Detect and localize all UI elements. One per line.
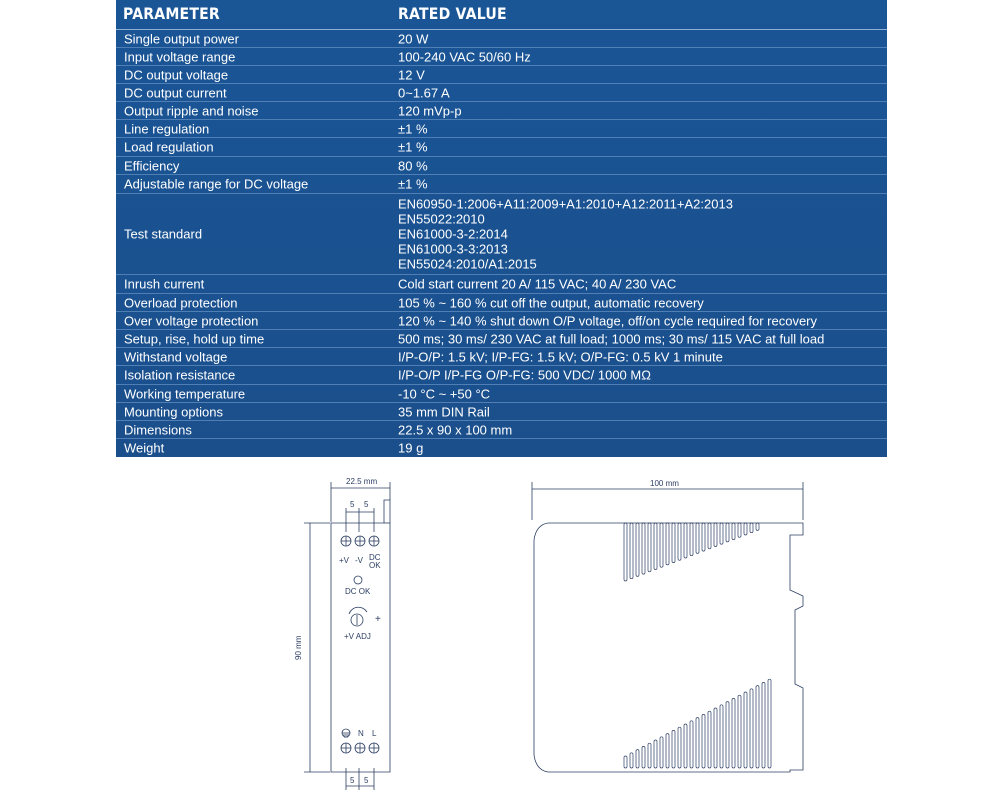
vent-slot bbox=[738, 523, 741, 537]
vent-slot bbox=[684, 724, 687, 768]
spec-value-line: EN61000-3-3:2013 bbox=[398, 241, 508, 257]
vent-slot bbox=[750, 689, 753, 768]
vent-slot bbox=[666, 734, 669, 768]
vent-slot bbox=[642, 523, 645, 574]
spec-value bbox=[398, 295, 704, 310]
pitch-bottom-right: 5 bbox=[364, 776, 369, 785]
spec-rows bbox=[116, 30, 887, 456]
vent-slot bbox=[732, 698, 735, 768]
spec-row bbox=[116, 120, 887, 138]
vent-slot bbox=[690, 721, 693, 768]
spec-parameter: Single output power bbox=[124, 31, 239, 46]
spec-value bbox=[398, 368, 651, 383]
adjust-potentiometer-icon bbox=[349, 607, 367, 626]
vent-slot bbox=[636, 523, 639, 576]
dc-label: DC bbox=[369, 553, 381, 562]
spec-value bbox=[398, 85, 450, 100]
spec-value-line: ±1 % bbox=[398, 139, 428, 155]
spec-row bbox=[116, 157, 887, 175]
spec-value bbox=[398, 140, 428, 155]
parameter-header: PARAMETER bbox=[123, 4, 220, 23]
technical-drawing-svg bbox=[0, 460, 1000, 800]
spec-row bbox=[116, 66, 887, 84]
spec-parameter: Dimensions bbox=[124, 422, 192, 437]
spec-value-line: ±1 % bbox=[398, 121, 428, 136]
vent-slot bbox=[630, 523, 633, 579]
spec-value-line: 20 W bbox=[398, 31, 429, 46]
spec-parameter: DC output voltage bbox=[124, 67, 229, 82]
spec-parameter: Efficiency bbox=[124, 158, 180, 173]
vent-slot bbox=[672, 730, 675, 768]
vent-slot bbox=[660, 737, 663, 768]
vent-slot bbox=[648, 523, 651, 572]
spec-parameter: DC output current bbox=[124, 85, 227, 100]
dimension-drawing bbox=[0, 460, 1000, 800]
spec-value bbox=[398, 386, 490, 401]
spec-row bbox=[116, 48, 887, 66]
spec-row bbox=[116, 348, 887, 366]
neutral-label: N bbox=[358, 729, 364, 738]
spec-value-line: 80 % bbox=[398, 158, 428, 173]
spec-parameter: Weight bbox=[124, 440, 165, 455]
spec-row bbox=[116, 102, 887, 120]
spec-value-line: -10 °C ~ +50 °C bbox=[398, 386, 491, 401]
spec-value bbox=[398, 349, 723, 364]
spec-value bbox=[398, 121, 428, 136]
output-terminals bbox=[341, 536, 379, 546]
vent-slot bbox=[678, 727, 681, 768]
vent-slot bbox=[738, 695, 741, 768]
vent-slot bbox=[762, 682, 765, 768]
vent-slot bbox=[714, 523, 717, 547]
spec-value bbox=[398, 103, 462, 118]
spec-value-line: EN60950-1:2006+A11:2009+A1:2010+A12:2011+A2:2013 bbox=[398, 196, 733, 212]
dc-ok-led-icon bbox=[354, 576, 362, 584]
spec-parameter: Overload protection bbox=[124, 295, 238, 310]
width-dimension-label: 22.5 mm bbox=[346, 477, 378, 486]
spec-value bbox=[398, 177, 428, 192]
vent-slot bbox=[756, 523, 759, 530]
vent-slot bbox=[642, 746, 645, 768]
spec-value-line: 12 V bbox=[398, 67, 425, 82]
vent-slot bbox=[630, 753, 633, 768]
spec-row bbox=[116, 84, 887, 102]
spec-value-line: I/P-O/P I/P-FG O/P-FG: 500 VDC/ 1000 MΩ bbox=[398, 367, 651, 383]
line-label: L bbox=[372, 729, 377, 738]
spec-value-line: EN55022:2010 bbox=[398, 211, 485, 227]
spec-parameter: Over voltage protection bbox=[124, 313, 259, 328]
vent-slot bbox=[654, 523, 657, 570]
spec-parameter: Output ripple and noise bbox=[124, 103, 259, 118]
spec-row bbox=[116, 194, 887, 275]
spec-value-line: 105 % ~ 160 % cut off the output, automatic recovery bbox=[398, 295, 704, 310]
vent-slot bbox=[708, 711, 711, 768]
spec-value bbox=[398, 440, 423, 455]
spec-row bbox=[116, 312, 887, 330]
spec-value bbox=[398, 313, 817, 328]
spec-parameter: Test standard bbox=[124, 226, 203, 242]
vent-slot bbox=[708, 523, 711, 549]
spec-value bbox=[398, 197, 733, 272]
vent-slot bbox=[696, 718, 699, 768]
vent-slot bbox=[696, 523, 699, 553]
spec-parameter: Setup, rise, hold up time bbox=[124, 331, 265, 346]
spec-value bbox=[398, 49, 531, 64]
vent-slot bbox=[756, 686, 759, 768]
vent-slot bbox=[690, 523, 693, 556]
bottom-ventilation-slots bbox=[624, 679, 771, 768]
spec-value bbox=[398, 67, 425, 82]
vent-slot bbox=[720, 705, 723, 768]
spec-value bbox=[398, 404, 490, 419]
spec-parameter: Adjustable range for DC voltage bbox=[124, 176, 309, 192]
v-adj-label: +V ADJ bbox=[344, 632, 371, 641]
depth-dimension-label: 100 mm bbox=[650, 479, 679, 488]
adjust-plus-label: + bbox=[375, 614, 381, 625]
spec-parameter: Inrush current bbox=[124, 276, 205, 292]
spec-parameter: Working temperature bbox=[124, 386, 246, 401]
spec-value bbox=[398, 277, 676, 292]
vent-slot bbox=[732, 523, 735, 540]
top-ventilation-slots bbox=[624, 523, 759, 581]
spec-row bbox=[116, 175, 887, 194]
table-header bbox=[116, 0, 887, 30]
spec-value-line: 19 g bbox=[398, 440, 424, 455]
spec-row bbox=[116, 403, 887, 421]
spec-parameter: Isolation resistance bbox=[124, 367, 236, 383]
vent-slot bbox=[672, 523, 675, 563]
vent-slot bbox=[744, 523, 747, 535]
spec-value-line: EN55024:2010/A1:2015 bbox=[398, 256, 537, 272]
spec-parameter: Line regulation bbox=[124, 121, 210, 136]
spec-value-line: I/P-O/P: 1.5 kV; I/P-FG: 1.5 kV; O/P-FG: 0.5 kV 1 minute bbox=[398, 349, 723, 364]
minus-v-label: -V bbox=[355, 556, 363, 565]
spec-value-line: 100-240 VAC 50/60 Hz bbox=[398, 49, 531, 64]
spec-value-line: 500 ms; 30 ms/ 230 VAC at full load; 1000 ms; 30 ms/ 115 VAC at full load bbox=[398, 331, 825, 346]
spec-row bbox=[116, 138, 887, 157]
spec-row bbox=[116, 30, 887, 48]
vent-slot bbox=[750, 523, 753, 533]
pitch-top-left: 5 bbox=[350, 500, 355, 509]
vent-slot bbox=[744, 692, 747, 768]
height-dimension-label: 90 mm bbox=[294, 635, 303, 660]
spec-row bbox=[116, 385, 887, 403]
ok-label: OK bbox=[369, 561, 381, 570]
spec-row bbox=[116, 294, 887, 312]
spec-value-line: 0~1.67 A bbox=[398, 85, 450, 100]
vent-slot bbox=[648, 743, 651, 768]
vent-slot bbox=[660, 523, 663, 567]
spec-value-line: 120 % ~ 140 % shut down O/P voltage, off/on cycle required for recovery bbox=[398, 313, 818, 328]
spec-parameter: Withstand voltage bbox=[124, 349, 228, 364]
specifications-table bbox=[116, 0, 887, 457]
vent-slot bbox=[714, 708, 717, 768]
vent-slot bbox=[654, 740, 657, 768]
dc-ok-label: DC OK bbox=[345, 587, 371, 596]
spec-value-line: 22.5 x 90 x 100 mm bbox=[398, 422, 513, 437]
spec-parameter: Mounting options bbox=[124, 404, 224, 419]
spec-value bbox=[398, 31, 428, 46]
vent-slot bbox=[726, 523, 729, 542]
spec-value-line: Cold start current 20 A/ 115 VAC; 40 A/ 230 VAC bbox=[398, 276, 677, 292]
plus-v-label: +V bbox=[339, 556, 350, 565]
vent-slot bbox=[726, 702, 729, 768]
spec-value-line: EN61000-3-2:2014 bbox=[398, 226, 508, 242]
spec-value bbox=[398, 331, 824, 346]
pitch-top-right: 5 bbox=[364, 500, 369, 509]
spec-value-line: 120 mVp-p bbox=[398, 103, 462, 118]
vent-slot bbox=[702, 523, 705, 551]
vent-slot bbox=[666, 523, 669, 565]
rated-value-header: RATED VALUE bbox=[398, 4, 507, 23]
spec-parameter: Input voltage range bbox=[124, 49, 236, 64]
vent-slot bbox=[624, 523, 627, 581]
pitch-bottom-left: 5 bbox=[350, 776, 355, 785]
vent-slot bbox=[678, 523, 681, 560]
spec-value-line: ±1 % bbox=[398, 176, 428, 192]
vent-slot bbox=[768, 679, 771, 768]
spec-value bbox=[398, 158, 428, 173]
spec-row bbox=[116, 439, 887, 456]
vent-slot bbox=[702, 714, 705, 768]
spec-row bbox=[116, 330, 887, 348]
spec-value-line: 35 mm DIN Rail bbox=[398, 404, 490, 419]
spec-value bbox=[398, 422, 512, 437]
vent-slot bbox=[624, 756, 627, 768]
vent-slot bbox=[684, 523, 687, 558]
spec-parameter: Load regulation bbox=[124, 139, 214, 155]
spec-row bbox=[116, 421, 887, 439]
spec-row bbox=[116, 366, 887, 385]
vent-slot bbox=[720, 523, 723, 544]
spec-row bbox=[116, 275, 887, 294]
vent-slot bbox=[636, 750, 639, 768]
